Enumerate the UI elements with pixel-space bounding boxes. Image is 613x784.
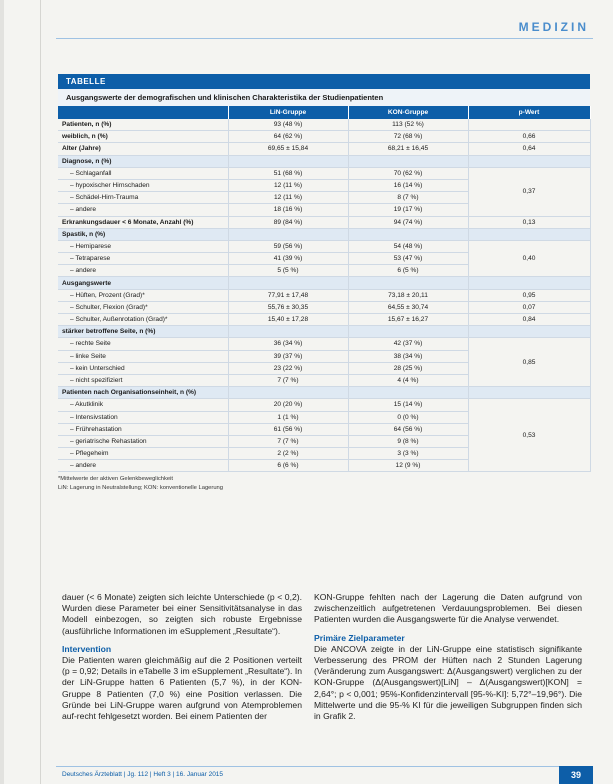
cell-kon: 73,18 ± 20,11 [348, 289, 468, 301]
table-row [58, 167, 590, 179]
cell-kon: 64 (56 %) [348, 423, 468, 435]
paragraph: Die Patienten waren gleichmäßig auf die 2 Positionen verteilt (p = 0,92; Details in eTabelle 3 im eSupplement „Resultate“). In der LiN-Gruppe hatten 6 Patienten (5,7 %), in der KON-Gruppe 8 Patienten (7,0 %) eine Position verlassen. Die Gründe bei LiN-Gruppe waren aufgrund von Atemproblemen auf-recht fehlgesetzt worden. Bei einem Patienten der [62, 655, 302, 722]
cell-lin: 15,40 ± 17,28 [228, 314, 348, 326]
cell-kon: 113 (52 %) [348, 119, 468, 131]
table-header-row [58, 106, 590, 119]
cell-kon: 68,21 ± 16,45 [348, 143, 468, 155]
cell-kon: 70 (62 %) [348, 167, 468, 179]
cell-label: – andere [58, 204, 228, 216]
cell-kon [348, 155, 468, 167]
cell-lin: 69,65 ± 15,84 [228, 143, 348, 155]
cell-lin: 20 (20 %) [228, 399, 348, 411]
cell-kon: 53 (47 %) [348, 253, 468, 265]
cell-lin: 55,76 ± 30,35 [228, 301, 348, 313]
cell-label: Patienten nach Organisationseinheit, n (%) [58, 387, 228, 399]
cell-lin: 7 (7 %) [228, 374, 348, 386]
cell-p-merged: 0,85 [468, 338, 590, 387]
cell-label: stärker betroffene Seite, n (%) [58, 326, 228, 338]
header-rule [56, 38, 593, 39]
cell-lin [228, 228, 348, 240]
subheading-intervention: Intervention [62, 643, 112, 654]
cell-lin: 1 (1 %) [228, 411, 348, 423]
table-title: Ausgangswerte der demografischen und klinischen Charakteristika der Studienpatienten [58, 89, 590, 106]
table-block [58, 74, 590, 492]
cell-lin [228, 326, 348, 338]
cell-label: – andere [58, 460, 228, 472]
cell-kon: 54 (48 %) [348, 240, 468, 252]
paragraph: Die ANCOVA zeigte in der LiN-Gruppe eine statistisch signifikante Verbesserung des PROM der Hüften nach 2 Stunden Lagerung (Veränderung zum Ausgangswert: Δ(Ausgangswert) verglichen zu der KON-Gruppe (Δ(Ausgangswert)[LiN] – Δ(Ausgangswert)[KON] = 2,64°; p < 0,001; 95%-Konfidenzintervall [95-%-KI]: 5,72°–19,96°). Die Mittelwerte und die 95-% KI für die jeweiligen Subgruppen finden sich in Grafik 2. [314, 643, 582, 722]
cell-lin: 89 (84 %) [228, 216, 348, 228]
cell-label: – rechte Seite [58, 338, 228, 350]
body-column-right [314, 592, 582, 729]
cell-kon: 3 (3 %) [348, 448, 468, 460]
cell-p: 0,84 [468, 314, 590, 326]
cell-label: – Intensivstation [58, 411, 228, 423]
cell-kon [348, 228, 468, 240]
cell-p: 0,13 [468, 216, 590, 228]
cell-lin: 77,91 ± 17,48 [228, 289, 348, 301]
cell-lin: 5 (5 %) [228, 265, 348, 277]
table-row [58, 240, 590, 252]
cell-lin: 51 (68 %) [228, 167, 348, 179]
header-cell-lin: LiN-Gruppe [228, 106, 348, 119]
cell-label: weiblich, n (%) [58, 131, 228, 143]
table-row [58, 131, 590, 143]
cell-kon [348, 387, 468, 399]
table-row [58, 399, 590, 411]
header-cell-p: p-Wert [468, 106, 590, 119]
cell-kon: 9 (8 %) [348, 435, 468, 447]
cell-kon: 19 (17 %) [348, 204, 468, 216]
cell-p-merged: 0,37 [468, 167, 590, 216]
cell-kon: 64,55 ± 30,74 [348, 301, 468, 313]
section-label: MEDIZIN [518, 20, 589, 34]
cell-label: Patienten, n (%) [58, 119, 228, 131]
table-row [58, 119, 590, 131]
cell-lin: 6 (6 %) [228, 460, 348, 472]
cell-lin: 18 (16 %) [228, 204, 348, 216]
journal-citation: Deutsches Ärzteblatt | Jg. 112 | Heft 3 | 16. Januar 2015 [62, 771, 224, 778]
cell-kon: 16 (14 %) [348, 179, 468, 191]
cell-p [468, 228, 590, 240]
cell-kon: 4 (4 %) [348, 374, 468, 386]
cell-p-merged: 0,40 [468, 240, 590, 277]
cell-lin: 59 (56 %) [228, 240, 348, 252]
cell-label: – Tetraparese [58, 253, 228, 265]
cell-kon: 8 (7 %) [348, 192, 468, 204]
cell-label: – Frührehastation [58, 423, 228, 435]
cell-lin: 7 (7 %) [228, 435, 348, 447]
table-section-row [58, 387, 590, 399]
table-section-row [58, 326, 590, 338]
cell-kon: 28 (25 %) [348, 362, 468, 374]
cell-label: Spastik, n (%) [58, 228, 228, 240]
paragraph: KON-Gruppe fehlten nach der Lagerung die Daten aufgrund von zwischenzeitlich aufgetretenen Verdauungsproblemen. Bei diesen Patienten wurden die Ausgangswerte für die Analyse verwendet. [314, 592, 582, 625]
table-footnotes [58, 472, 590, 491]
cell-lin: 23 (22 %) [228, 362, 348, 374]
page-number: 39 [559, 766, 593, 784]
cell-p-merged: 0,53 [468, 399, 590, 472]
cell-lin: 12 (11 %) [228, 179, 348, 191]
cell-kon: 38 (34 %) [348, 350, 468, 362]
cell-label: – kein Unterschied [58, 362, 228, 374]
cell-kon: 15,67 ± 16,27 [348, 314, 468, 326]
paragraph: dauer (< 6 Monate) zeigten sich leichte Unterschiede (p < 0,2). Wurden diese Parameter bei einer Sensitivitätsanalyse in das Modell einbezogen, so zeigten sich robuste Ergebnisse (ausführliche Informationen im eSupplement „Resultate“). [62, 592, 302, 636]
cell-lin [228, 277, 348, 289]
header-cell-label [58, 106, 228, 119]
cell-lin: 41 (39 %) [228, 253, 348, 265]
cell-label: – Schlaganfall [58, 167, 228, 179]
cell-kon: 72 (68 %) [348, 131, 468, 143]
cell-label: Diagnose, n (%) [58, 155, 228, 167]
table-row [58, 301, 590, 313]
cell-lin: 39 (37 %) [228, 350, 348, 362]
cell-kon [348, 277, 468, 289]
cell-kon: 42 (37 %) [348, 338, 468, 350]
cell-p [468, 277, 590, 289]
footnote-2: LiN: Lagerung in Neutralstellung; KON: konventionelle Lagerung [58, 484, 223, 491]
cell-label: Ausgangswerte [58, 277, 228, 289]
cell-lin: 61 (56 %) [228, 423, 348, 435]
cell-lin: 64 (62 %) [228, 131, 348, 143]
table-row [58, 289, 590, 301]
table-row [58, 216, 590, 228]
subheading-primary-endpoints: Primäre Zielparameter [314, 632, 405, 643]
cell-p: 0,07 [468, 301, 590, 313]
cell-kon: 0 (0 %) [348, 411, 468, 423]
cell-lin: 12 (11 %) [228, 192, 348, 204]
cell-kon: 15 (14 %) [348, 399, 468, 411]
table-row [58, 314, 590, 326]
footnote-1: *Mittelwerte der aktiven Gelenkbeweglichkeit [58, 476, 174, 483]
table-section-row [58, 228, 590, 240]
cell-lin: 36 (34 %) [228, 338, 348, 350]
cell-label: – nicht spezifiziert [58, 374, 228, 386]
cell-p [468, 155, 590, 167]
page-fold-shadow [0, 0, 4, 784]
cell-lin: 2 (2 %) [228, 448, 348, 460]
cell-label: – Hüften, Prozent (Grad)* [58, 289, 228, 301]
cell-label: – Akutklinik [58, 399, 228, 411]
header-cell-kon: KON-Gruppe [348, 106, 468, 119]
cell-p [468, 119, 590, 131]
baseline-table [58, 106, 591, 472]
cell-label: – Hemiparese [58, 240, 228, 252]
cell-label: Alter (Jahre) [58, 143, 228, 155]
cell-kon [348, 326, 468, 338]
cell-kon: 94 (74 %) [348, 216, 468, 228]
cell-label: – Pflegeheim [58, 448, 228, 460]
page-fold-line [40, 0, 41, 784]
cell-label: – Schulter, Außenrotation (Grad)* [58, 314, 228, 326]
table-row [58, 338, 590, 350]
cell-lin [228, 155, 348, 167]
cell-label: – andere [58, 265, 228, 277]
cell-label: – Schulter, Flexion (Grad)* [58, 301, 228, 313]
table-section-row [58, 277, 590, 289]
cell-p [468, 326, 590, 338]
cell-label: – hypoxischer Hirnschaden [58, 179, 228, 191]
cell-p [468, 387, 590, 399]
cell-lin [228, 387, 348, 399]
body-column-left [62, 592, 302, 729]
footer-rule [56, 766, 593, 767]
cell-p: 0,64 [468, 143, 590, 155]
cell-label: – geriatrische Rehastation [58, 435, 228, 447]
table-tag: TABELLE [58, 74, 590, 89]
cell-lin: 93 (48 %) [228, 119, 348, 131]
cell-label: Erkrankungsdauer < 6 Monate, Anzahl (%) [58, 216, 228, 228]
cell-kon: 12 (9 %) [348, 460, 468, 472]
cell-p: 0,95 [468, 289, 590, 301]
cell-kon: 6 (5 %) [348, 265, 468, 277]
table-body [58, 119, 590, 472]
cell-p: 0,66 [468, 131, 590, 143]
cell-label: – Schädel-Hirn-Trauma [58, 192, 228, 204]
table-row [58, 143, 590, 155]
cell-label: – linke Seite [58, 350, 228, 362]
table-section-row [58, 155, 590, 167]
